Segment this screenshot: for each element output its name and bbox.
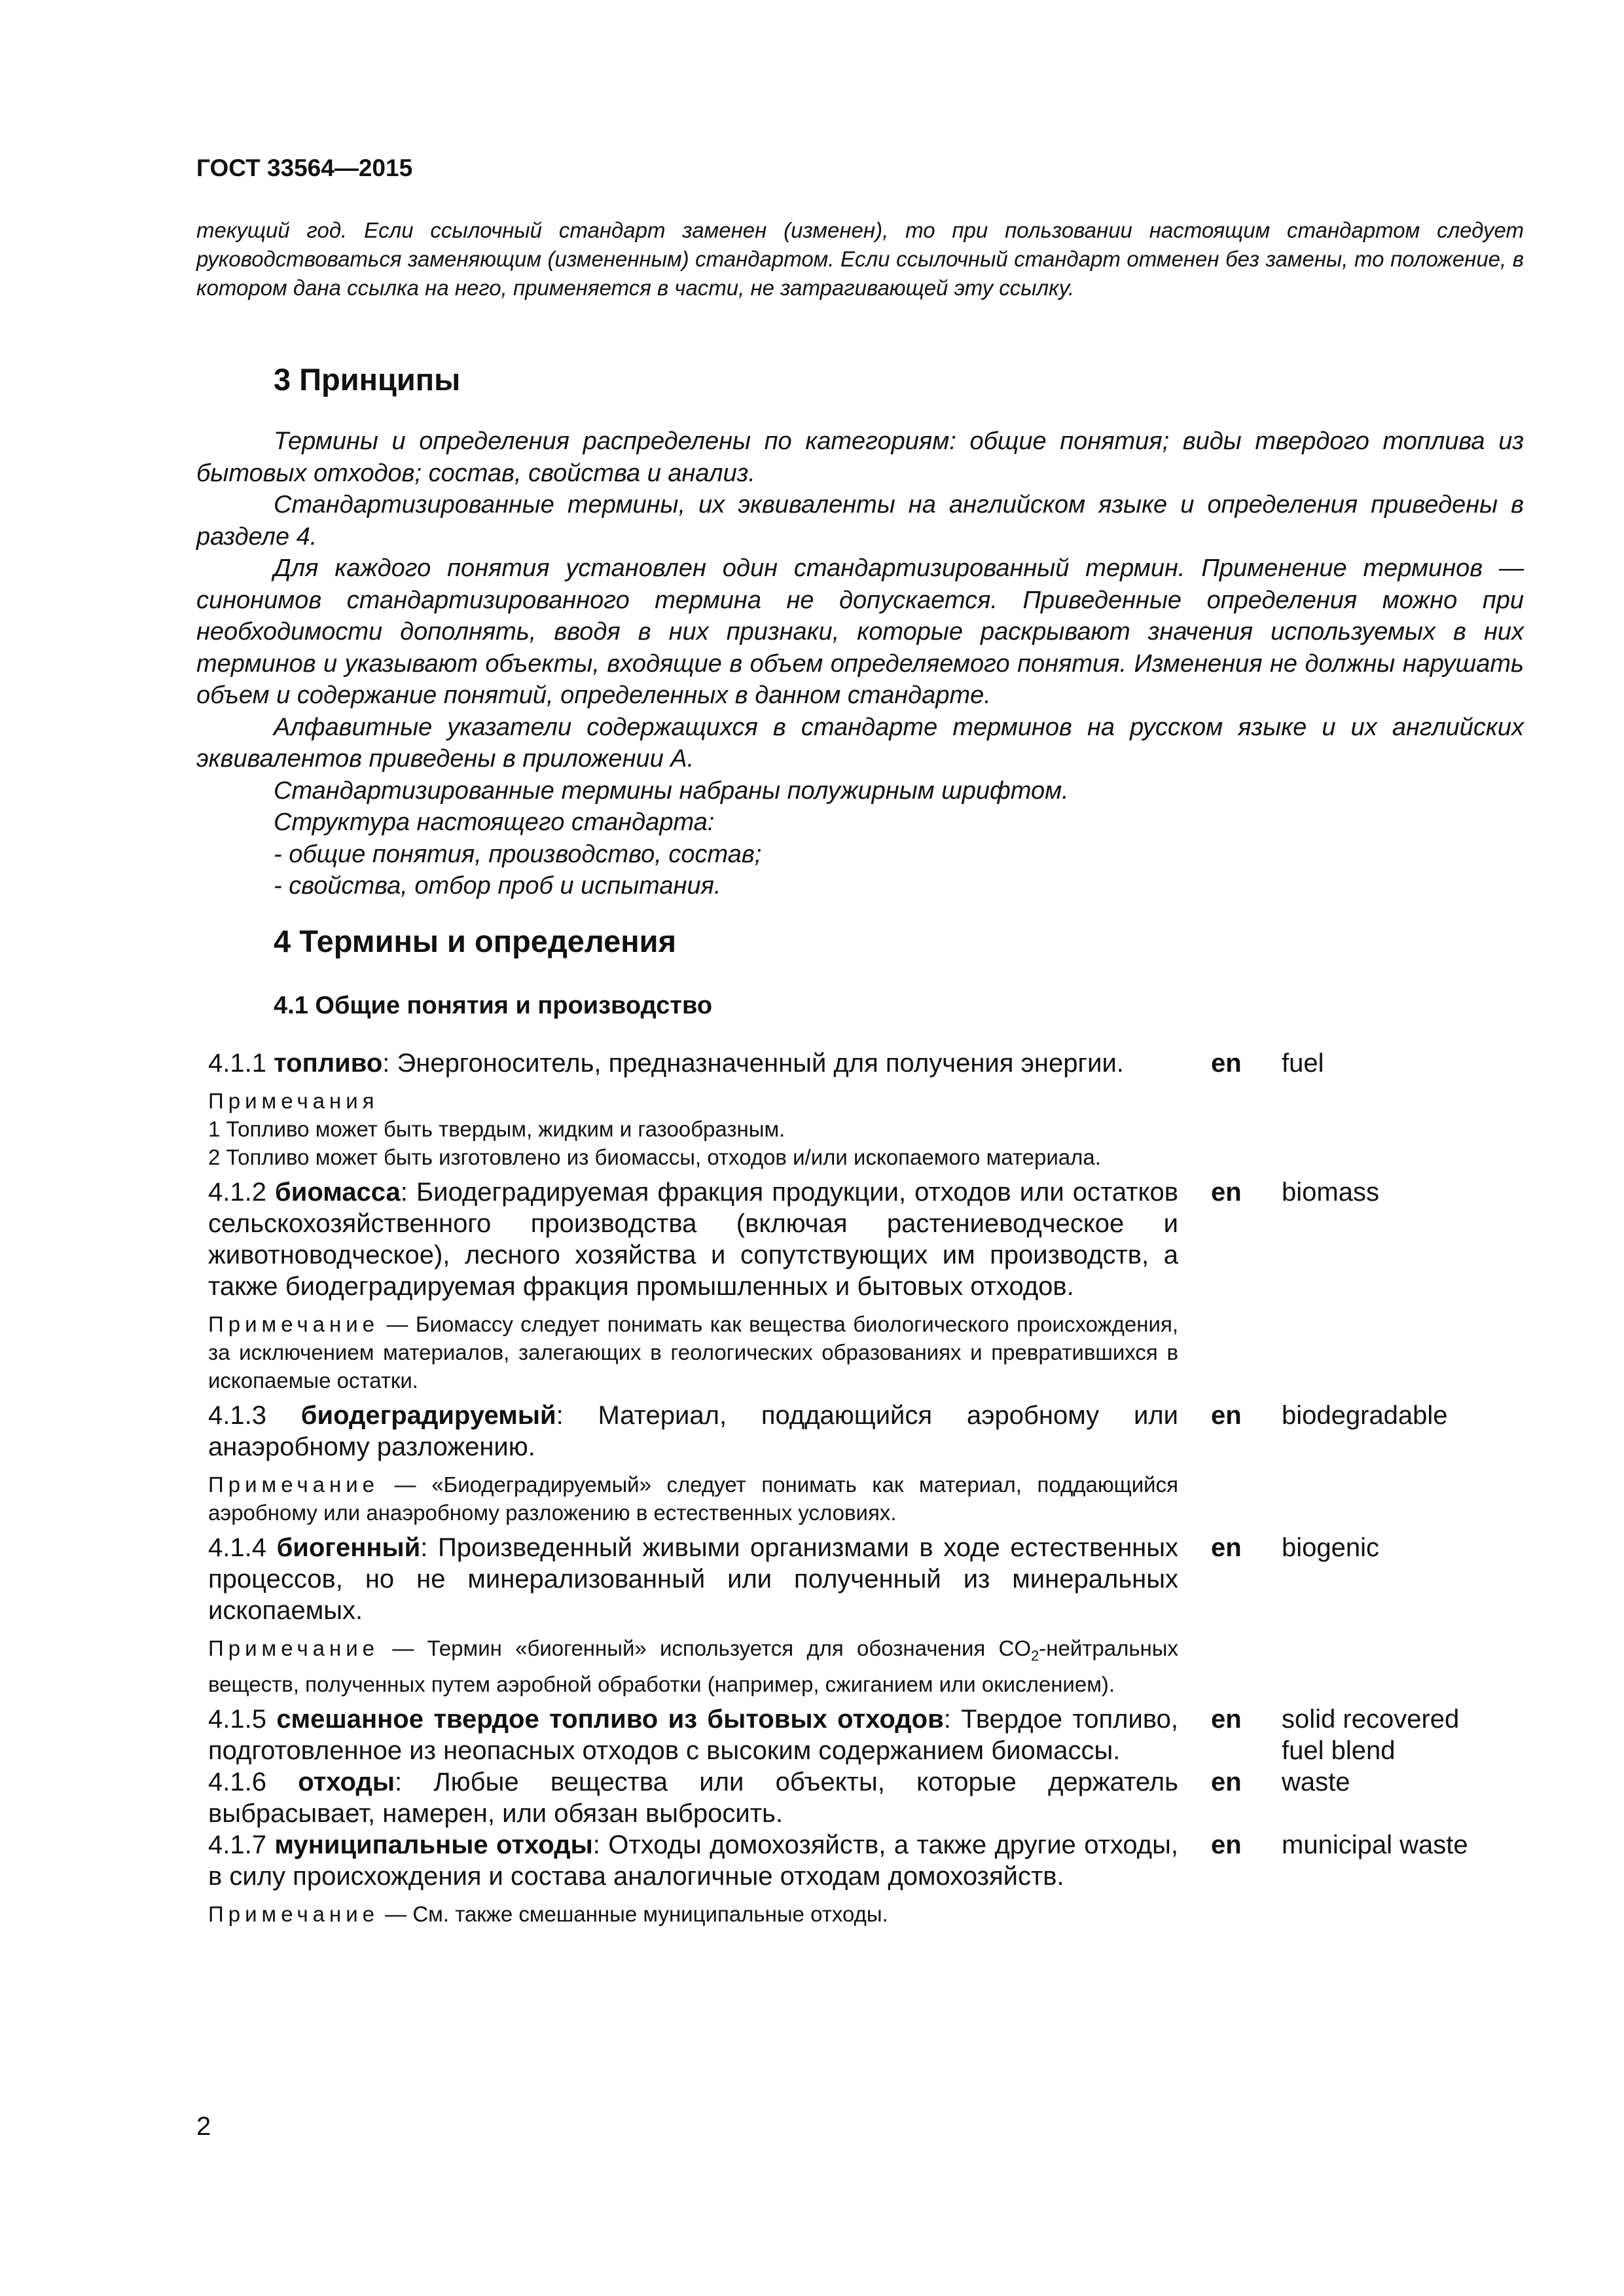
- term-name: биогенный: [276, 1533, 421, 1562]
- term-number: 4.1.2: [208, 1178, 266, 1207]
- term-name: муниципальные отходы: [274, 1830, 593, 1859]
- intro-paragraph: текущий год. Если ссылочный стандарт заменен (изменен), то при пользовании настоящим стандартом следует руководствоваться заменяющим (измененным) стандартом. Если ссылочный стандарт отменен без замены, то положение, в котором дана ссылка на него, применяется в части, не затрагивающей эту ссылку.: [196, 218, 1524, 300]
- note-text: — Биомассу следует понимать как вещества биологического происхождения, за исключением материалов, залегающих в геологических образованиях и превратившихся в ископаемые остатки.: [208, 1312, 1178, 1393]
- term-entry: [208, 1704, 1543, 1766]
- section-3-body: [196, 426, 1524, 902]
- term-text: : Энергоноситель, предназначенный для получения энергии.: [382, 1049, 1124, 1078]
- term-name: смешанное твердое топливо из бытовых отходов: [276, 1704, 944, 1734]
- term-note: [208, 1900, 1178, 1928]
- language-code: en: [1211, 1178, 1242, 1207]
- term-number: 4.1.3: [208, 1401, 266, 1430]
- term-number: 4.1.1: [208, 1049, 266, 1078]
- language-code: en: [1211, 1533, 1242, 1562]
- term-definition: [208, 1704, 1178, 1766]
- term-note: [208, 1087, 1178, 1171]
- section-3-paragraph: Стандартизированные термины, их эквиваленты на английском языке и определения приведены в разделе 4.: [196, 491, 1524, 551]
- note-line: 1 Топливо может быть твердым, жидким и газообразным.: [208, 1117, 785, 1141]
- term-entry: [208, 1400, 1543, 1463]
- note-heading: Примечание: [208, 1636, 380, 1660]
- note-text: — См. также смешанные муниципальные отходы.: [379, 1901, 888, 1926]
- english-equivalent-line: solid recovered: [1282, 1704, 1460, 1734]
- term-text: : Произведенный живыми организмами в ходе естественных процессов, но не минерализованный или полученный из минеральных ископаемых.: [208, 1533, 1178, 1625]
- page-number: 2: [196, 2112, 211, 2141]
- term-text: : Биодеградируемая фракция продукции, отходов или остатков сельскохозяйственного производства (включая растениеводческое и животноводческое), лесного хозяйства и сопутствующих им производств, а также биодеградируемая фракция промышленных и бытовых отходов.: [208, 1178, 1178, 1301]
- section-3-list-item: - общие понятия, производство, состав;: [274, 840, 762, 868]
- term-number: 4.1.5: [208, 1704, 266, 1734]
- term-entry: [208, 1176, 1543, 1302]
- english-equivalent: biomass: [1282, 1178, 1379, 1207]
- term-name: отходы: [298, 1767, 395, 1796]
- english-equivalent: biodegradable: [1282, 1401, 1448, 1430]
- term-note: [208, 1470, 1178, 1527]
- term-name: биодеградируемый: [300, 1401, 556, 1430]
- term-entry: [208, 1532, 1543, 1626]
- term-text: : Твердое топливо, подготовленное из неопасных отходов с высоким содержанием биомассы.: [208, 1704, 1178, 1765]
- term-text: : Отходы домохозяйств, а также другие отходы, в силу происхождения и состава аналогичные отходам домохозяйств.: [208, 1830, 1179, 1891]
- section-4-title: 4 Термины и определения: [274, 924, 676, 958]
- section-3-paragraph: Структура настоящего стандарта:: [274, 809, 715, 836]
- term-name: топливо: [274, 1049, 383, 1078]
- section-3-list-item: - свойства, отбор проб и испытания.: [274, 872, 721, 900]
- term-name: биомасса: [275, 1178, 401, 1207]
- section-3-title: 3 Принципы: [274, 362, 461, 397]
- language-code: en: [1211, 1767, 1242, 1796]
- term-definition: [208, 1176, 1178, 1302]
- section-3-paragraph: Для каждого понятия установлен один стандартизированный термин. Применение терминов — синонимов стандартизированного термина не допускается. Приведенные определения можно при необходимости дополнять, вводя в них признаки, которые раскрывают значения используемых в них терминов и указывают объекты, входящие в объем определяемого понятия. Изменения не должны нарушать объем и содержание понятий, определенных в данном стандарте.: [196, 555, 1524, 709]
- note-heading: Примечание: [208, 1901, 380, 1926]
- term-note: [208, 1634, 1178, 1698]
- english-equivalent: biogenic: [1282, 1533, 1380, 1562]
- term-text: : Любые вещества или объекты, которые держатель выбрасывает, намерен, или обязан выбросить.: [208, 1767, 1178, 1828]
- term-definition: [208, 1766, 1178, 1829]
- section-3-paragraph: Термины и определения распределены по категориям: общие понятия; виды твердого топлива из бытовых отходов; состав, свойства и анализ.: [196, 428, 1524, 487]
- term-entry: [208, 1766, 1543, 1829]
- note-text: — «Биодеградируемый» следует понимать как материал, поддающийся аэробному или анаэробному разложению в естественных условиях.: [208, 1472, 1178, 1525]
- subsection-4-1-title: 4.1 Общие понятия и производство: [274, 992, 713, 1019]
- note-heading: Примечание: [208, 1472, 380, 1497]
- terms-list: [208, 1048, 1543, 1933]
- note-subscript: 2: [1031, 1647, 1039, 1664]
- term-number: 4.1.6: [208, 1767, 266, 1796]
- language-code: en: [1211, 1049, 1242, 1078]
- english-equivalent-line: fuel blend: [1282, 1736, 1396, 1765]
- language-code: en: [1211, 1704, 1242, 1734]
- term-definition: [208, 1048, 1178, 1079]
- english-equivalent: fuel: [1282, 1049, 1324, 1078]
- term-entry: [208, 1048, 1543, 1079]
- note-text: -нейтральных веществ, полученных путем аэробной обработки (например, сжиганием или окислением).: [208, 1636, 1178, 1696]
- term-definition: [208, 1829, 1178, 1892]
- term-entry: [208, 1829, 1543, 1892]
- language-code: en: [1211, 1401, 1242, 1430]
- term-definition: [208, 1532, 1178, 1626]
- note-heading: Примечания: [208, 1089, 379, 1113]
- term-number: 4.1.4: [208, 1533, 266, 1562]
- term-note: [208, 1310, 1178, 1394]
- note-heading: Примечание: [208, 1312, 380, 1336]
- english-equivalent: waste: [1282, 1767, 1350, 1796]
- term-text: : Материал, поддающийся аэробному или анаэробному разложению.: [208, 1401, 1178, 1461]
- term-number: 4.1.7: [208, 1830, 266, 1859]
- note-line: 2 Топливо может быть изготовлено из биомассы, отходов и/или ископаемого материала.: [208, 1145, 1101, 1169]
- section-3-paragraph: Алфавитные указатели содержащихся в стандарте терминов на русском языке и их английских эквивалентов приведены в приложении А.: [196, 713, 1524, 773]
- section-3-paragraph: Стандартизированные термины набраны полужирным шрифтом.: [274, 776, 1069, 805]
- term-definition: [208, 1400, 1178, 1463]
- language-code: en: [1211, 1830, 1242, 1859]
- document-header: ГОСТ 33564—2015: [196, 155, 413, 181]
- english-equivalent: [1282, 1704, 1530, 1766]
- english-equivalent: municipal waste: [1282, 1830, 1468, 1859]
- note-text: — Термин «биогенный» используется для обозначения CO: [379, 1636, 1032, 1660]
